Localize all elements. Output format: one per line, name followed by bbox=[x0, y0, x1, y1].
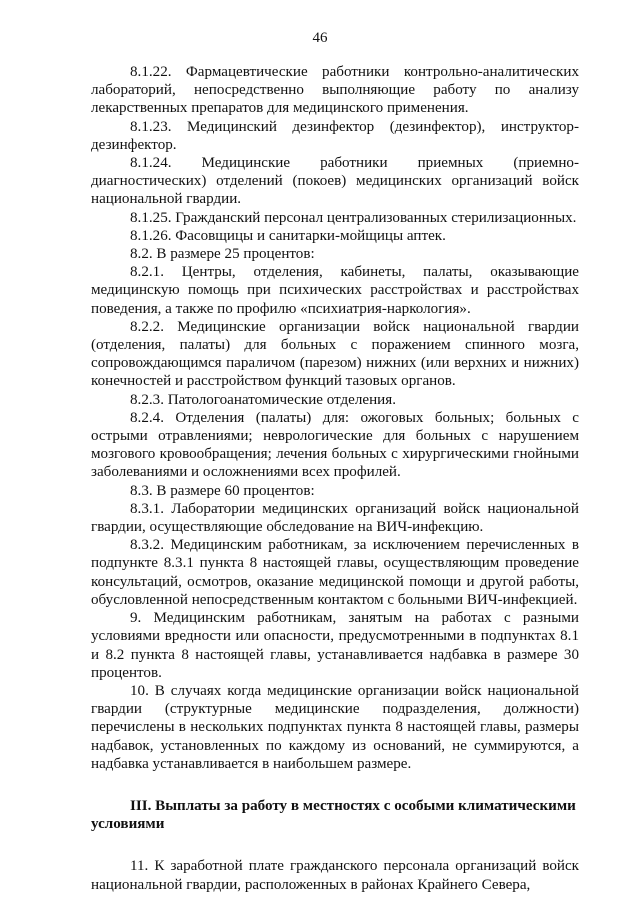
paragraph-9: 9. Медицинским работникам, занятым на работах с разными условиями вредности или опасности, предусмотренными в подпунктах 8.1 и 8.2 пункта 8 настоящей главы, устанавливается надбавка в размере 30 процентов. bbox=[91, 610, 579, 681]
paragraph-8-2-4: 8.2.4. Отделения (палаты) для: ожоговых больных; больных с острыми отравлениями; неврологические для больных с нарушением мозгового кровообращения; лечения больных с хирургическими гнойными заболеваниями и осложнениями всех профилей. bbox=[91, 409, 579, 481]
paragraph-8-1-25: 8.1.25. Гражданский персонал централизованных стерилизационных. bbox=[130, 209, 577, 226]
paragraph-8-2-1: 8.2.1. Центры, отделения, кабинеты, палаты, оказывающие медицинскую помощь при психических расстройствах и расстройствах поведения, а также по профилю «психиатрия-наркология». bbox=[91, 264, 579, 317]
paragraph-8-2-3: 8.2.3. Патологоанатомические отделения. bbox=[130, 391, 396, 408]
document-body bbox=[91, 63, 579, 894]
paragraph-8-1-23: 8.1.23. Медицинский дезинфектор (дезинфектор), инструктор-дезинфектор. bbox=[91, 118, 579, 153]
paragraph-8-1-26: 8.1.26. Фасовщицы и санитарки-мойщицы аптек. bbox=[130, 227, 446, 244]
section-gap bbox=[91, 833, 579, 857]
paragraph-10: 10. В случаях когда медицинские организации войск национальной гвардии (структурные медицинские подразделения, должности) перечислены в нескольких подпунктах пункта 8 настоящей главы, размеры надбавок, установленных по каждому из оснований, не суммируются, а надбавка устанавливается в наибольшем размере. bbox=[91, 682, 579, 772]
paragraph-8-1-24: 8.1.24. Медицинские работники приемных (приемно-диагностических) отделений (покоев) медицинских организаций войск национальной гвардии. bbox=[91, 155, 579, 208]
paragraph-8-3: 8.3. В размере 60 процентов: bbox=[130, 482, 315, 499]
paragraph-8-3-2: 8.3.2. Медицинским работникам, за исключением перечисленных в подпункте 8.3.1 пункта 8 настоящей главы, осуществляющим проведение консультаций, осмотров, оказание медицинской помощи и другой работы, обусловленной непосредственным контактом с больными ВИЧ-инфекцией. bbox=[91, 537, 579, 608]
paragraph-8-2: 8.2. В размере 25 процентов: bbox=[130, 246, 315, 263]
paragraph-8-1-22: 8.1.22. Фармацевтические работники контрольно-аналитических лабораторий, непосредственно выполняющие работу по анализу лекарственных препаратов для медицинского применения. bbox=[91, 64, 579, 117]
paragraph-11: 11. К заработной плате гражданского персонала организаций войск национальной гвардии, расположенных в районах Крайнего Севера, bbox=[91, 858, 579, 893]
page-number: 46 bbox=[312, 30, 328, 46]
paragraph-8-2-2: 8.2.2. Медицинские организации войск национальной гвардии (отделения, палаты) для больных с поражением спинного мозга, сопровождающимся параличом (парезом) нижних (или верхних и нижних) конечностей и расстройством функций тазовых органов. bbox=[91, 318, 579, 390]
section-heading: III. Выплаты за работу в местностях с особыми климатическими условиями bbox=[91, 797, 576, 833]
paragraph-8-3-1: 8.3.1. Лаборатории медицинских организаций войск национальной гвардии, осуществляющие обследование на ВИЧ-инфекцию. bbox=[91, 500, 579, 536]
